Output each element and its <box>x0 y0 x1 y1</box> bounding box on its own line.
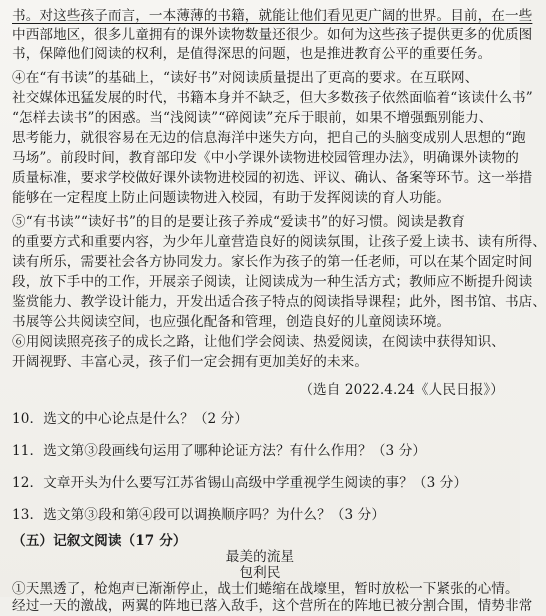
paragraph-line: 中西部地区，很多儿童拥有的课外读物数量还很少。如何为这些孩子提供更多的优质图 <box>12 27 533 43</box>
question-12: 12．文章开头为什么要写江苏省锡山高级中学重视学生阅读的事？（3 分） <box>12 475 468 491</box>
paragraph-line: 思考能力，就很容易在无边的信息海洋中迷失方向，把自己的头脑变成别人思想的“跑 <box>12 130 526 146</box>
story-line: 经过一天的激战，两翼的阵地已落入敌手，这个营所在的阵地已被分割合围，情势非常 <box>12 598 533 614</box>
story-author: 包利民 <box>239 565 281 581</box>
question-11: 11．选文第③段画线句运用了哪种论证方法？有什么作用？（3 分） <box>12 443 427 459</box>
paragraph-line: 书，保障他们阅读的权利，是值得深思的问题，也是推进教育公平的重要任务。 <box>12 46 492 62</box>
paragraph-line: 质量标准，要求学校做好课外读物进校园的初选、评议、确认、备案等环节。这一举措 <box>12 170 533 186</box>
paragraph-line: 能够在一定程度上防止问题读物进入校园，有助于发挥阅读的育人功能。 <box>12 190 451 206</box>
section-heading: （五）记叙文阅读（17 分） <box>12 533 187 549</box>
paragraph-line: 段，放下手中的工作，开展亲子阅读，让阅读成为一种生活方式；教师应不断提升阅读 <box>12 274 533 290</box>
story-title: 最美的流星 <box>225 549 295 565</box>
paragraph-line: 读有所乐，需要社会各方协同发力。家长作为孩子的第一任老师，可以在某个固定时间 <box>12 254 533 270</box>
paragraph-line: 开阔视野、丰富心灵，孩子们一定会拥有更加美好的未来。 <box>12 354 369 370</box>
source-citation: （选自 2022.4.24《人民日报》） <box>299 382 504 398</box>
paragraph-line: 的重要方式和重要内容，为少年儿童营造良好的阅读氛围，让孩子爱上读书、读有所得、 <box>12 234 546 250</box>
paragraph-line: “怎样去读书”的困惑。当“浅阅读”“碎阅读”充斥于眼前，如果不增强甄别能力、 <box>12 110 493 126</box>
paragraph-line: ④在“有书读”的基础上，“读好书”对阅读质量提出了更高的要求。在互联网、 <box>12 70 479 86</box>
paragraph-line: 书。对这些孩子而言，一本薄薄的书籍，就能让他们看见更广阔的世界。目前，在一些 <box>12 8 533 24</box>
paragraph-line: 书展等公共阅读空间，也应强化配备和管理，创造良好的儿童阅读环境。 <box>12 314 451 330</box>
paragraph-line: ⑤“有书读”“读好书”的目的是要让孩子养成“爱读书”的好习惯。阅读是教育 <box>12 214 466 230</box>
paragraph-line: 鉴赏能力、教学设计能力，开发出适合孩子特点的阅读指导课程；此外，图书馆、书店、 <box>12 294 546 310</box>
question-10: 10．选文的中心论点是什么？（2 分） <box>12 411 249 427</box>
paragraph-line: 马场”。前段时间，教育部印发《中小学课外读物进校园管理办法》，明确课外读物的 <box>12 150 519 166</box>
story-line: ①天黑透了，枪炮声已渐渐停止，战士们蜷缩在战壕里，暂时放松一下紧张的心情。 <box>12 581 519 597</box>
paragraph-line: 社交媒体迅猛发展的时代，书籍本身并不缺乏，但大多数孩子依然面临着“该读什么书” <box>12 90 533 106</box>
question-13: 13．选文第③段和第④段可以调换顺序吗？为什么？（3 分） <box>12 507 386 523</box>
paragraph-line: ⑥用阅读照亮孩子的成长之路，让他们学会阅读、热爱阅读，在阅读中获得知识、 <box>12 334 505 350</box>
